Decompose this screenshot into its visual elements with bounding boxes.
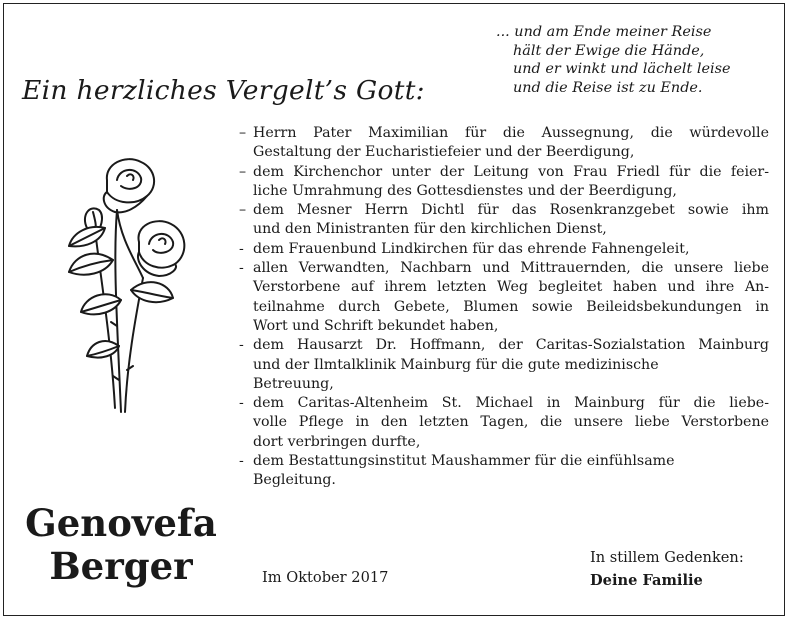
thanks-line: Verstorbene auf ihrem letzten Weg begleitet haben und ihre An- <box>253 279 769 296</box>
thanks-line: dem Bestattungsinstitut Maushammer für die einfühlsame <box>253 453 675 470</box>
thanks-item <box>239 201 769 240</box>
poem <box>496 23 731 97</box>
list-dash: – <box>239 163 247 180</box>
list-dash: - <box>239 260 244 277</box>
thanks-item <box>239 124 769 163</box>
list-dash: - <box>239 337 244 354</box>
poem-line: ... und am Ende meiner Reise <box>496 24 712 40</box>
thanks-line: Betreuung, <box>253 375 334 392</box>
thanks-line: dem Kirchenchor unter der Leitung von Frau Friedl für die feier- <box>253 163 769 180</box>
poem-line: und er winkt und lächelt leise <box>513 61 731 77</box>
last-name: Berger <box>49 544 193 588</box>
thanks-line: Herrn Pater Maximilian für die Aussegnung, die würdevolle <box>253 125 769 141</box>
thanks-line: und der Ilmtalklinik Mainburg für die gute medizinische <box>253 356 659 373</box>
thanks-item <box>239 336 769 394</box>
thanks-line: Begleitung. <box>253 472 336 489</box>
thanks-line: Gestaltung der Eucharistiefeier und der Beerdigung, <box>253 144 635 161</box>
list-dash: - <box>239 395 244 412</box>
list-dash: - <box>239 453 244 470</box>
thanks-line: allen Verwandten, Nachbarn und Mittrauernden, die unsere liebe <box>253 260 769 277</box>
thanks-heading: Ein herzliches Vergelt’s Gott: <box>22 75 425 106</box>
thanks-list <box>239 124 769 491</box>
thanks-line: dem Mesner Herrn Dichtl für das Rosenkranzgebet sowie ihm <box>253 202 769 219</box>
list-dash: - <box>239 240 244 257</box>
deceased-name <box>18 502 224 588</box>
thanks-item <box>239 259 769 336</box>
thanks-item <box>239 394 769 452</box>
rose-bouquet-icon <box>55 150 195 415</box>
date-line: Im Oktober 2017 <box>262 569 389 586</box>
poem-line: und die Reise ist zu Ende. <box>513 79 703 96</box>
thanks-line: teilnahme durch Gebete, Blumen sowie Beileidsbekundungen in <box>253 298 769 315</box>
thanks-line: und den Ministranten für den kirchlichen Dienst, <box>253 221 607 238</box>
thanks-line: dem Frauenbund Lindkirchen für das ehrende Fahnengeleit, <box>253 240 690 257</box>
thanks-line: Wort und Schrift bekundet haben, <box>253 317 499 334</box>
first-name: Genovefa <box>25 501 217 545</box>
thanks-item <box>239 452 769 491</box>
thanks-item <box>239 240 769 259</box>
list-dash: – <box>239 202 247 219</box>
signature <box>590 546 744 592</box>
family-line: Deine Familie <box>590 572 703 589</box>
poem-line: hält der Ewige die Hände, <box>513 42 705 59</box>
thanks-item <box>239 163 769 202</box>
thanks-line: volle Pflege in den letzten Tagen, die unsere liebe Verstorbene <box>253 414 769 431</box>
thanks-line: dem Caritas-Altenheim St. Michael in Mainburg für die liebe- <box>253 395 769 412</box>
thanks-line: dem Hausarzt Dr. Hoffmann, der Caritas-Sozialstation Mainburg <box>253 337 769 354</box>
thanks-line: dort verbringen durfte, <box>253 433 421 450</box>
thanks-line: liche Umrahmung des Gottesdienstes und der Beerdigung, <box>253 182 677 199</box>
list-dash: – <box>239 125 247 141</box>
memory-line: In stillem Gedenken: <box>590 549 744 566</box>
